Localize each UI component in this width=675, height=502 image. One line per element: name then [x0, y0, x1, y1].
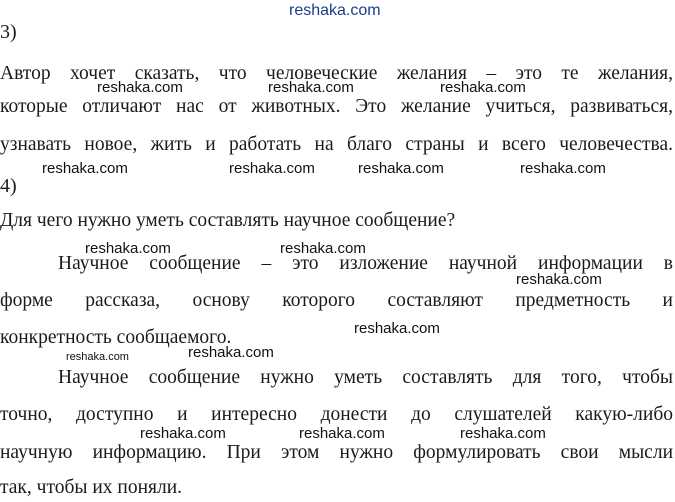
- watermark: reshaka.com: [516, 271, 602, 288]
- watermark: reshaka.com: [229, 160, 315, 177]
- watermark: reshaka.com: [66, 351, 129, 363]
- watermark: reshaka.com: [520, 160, 606, 177]
- watermark: reshaka.com: [358, 160, 444, 177]
- paragraph-2-line-1: Научное сообщение нужно уметь составлять для того, чтобы: [58, 367, 673, 388]
- paragraph-2-line-2: точно, доступно и интересно донести до слушателей какую-либо: [0, 404, 673, 425]
- paragraph-1-line-2: форме рассказа, основу которого составляют предметность и: [0, 290, 673, 311]
- paragraph-2-line-4: так, чтобы их поняли.: [0, 477, 183, 498]
- section-3-line-2: которые отличают нас от животных. Это желание учиться, развиваться,: [0, 96, 673, 117]
- paragraph-1-line-1: Научное сообщение – это изложение научной информации в: [58, 253, 673, 274]
- watermark: reshaka.com: [440, 79, 526, 96]
- paragraph-2-line-3: научную информацию. При этом нужно формулировать свои мысли: [0, 442, 673, 463]
- watermark-top: reshaka.com: [289, 2, 381, 19]
- watermark: reshaka.com: [97, 79, 183, 96]
- watermark: reshaka.com: [140, 425, 226, 442]
- section-3-line-1: Автор хочет сказать, что человеческие желания – это те желания,: [0, 63, 673, 84]
- section-4-question: Для чего нужно уметь составлять научное сообщение?: [0, 210, 456, 231]
- watermark: reshaka.com: [354, 320, 440, 337]
- watermark: reshaka.com: [299, 425, 385, 442]
- watermark: reshaka.com: [188, 344, 274, 361]
- section-4-number: 4): [0, 175, 17, 197]
- watermark: reshaka.com: [85, 240, 171, 257]
- section-3-number: 3): [0, 21, 17, 43]
- watermark: reshaka.com: [42, 160, 128, 177]
- watermark: reshaka.com: [268, 79, 354, 96]
- section-3-line-3: узнавать новое, жить и работать на благо страны и всего человечества.: [0, 134, 673, 155]
- watermark: reshaka.com: [460, 425, 546, 442]
- paragraph-1-line-3: конкретность сообщаемого.: [0, 327, 232, 348]
- watermark: reshaka.com: [280, 240, 366, 257]
